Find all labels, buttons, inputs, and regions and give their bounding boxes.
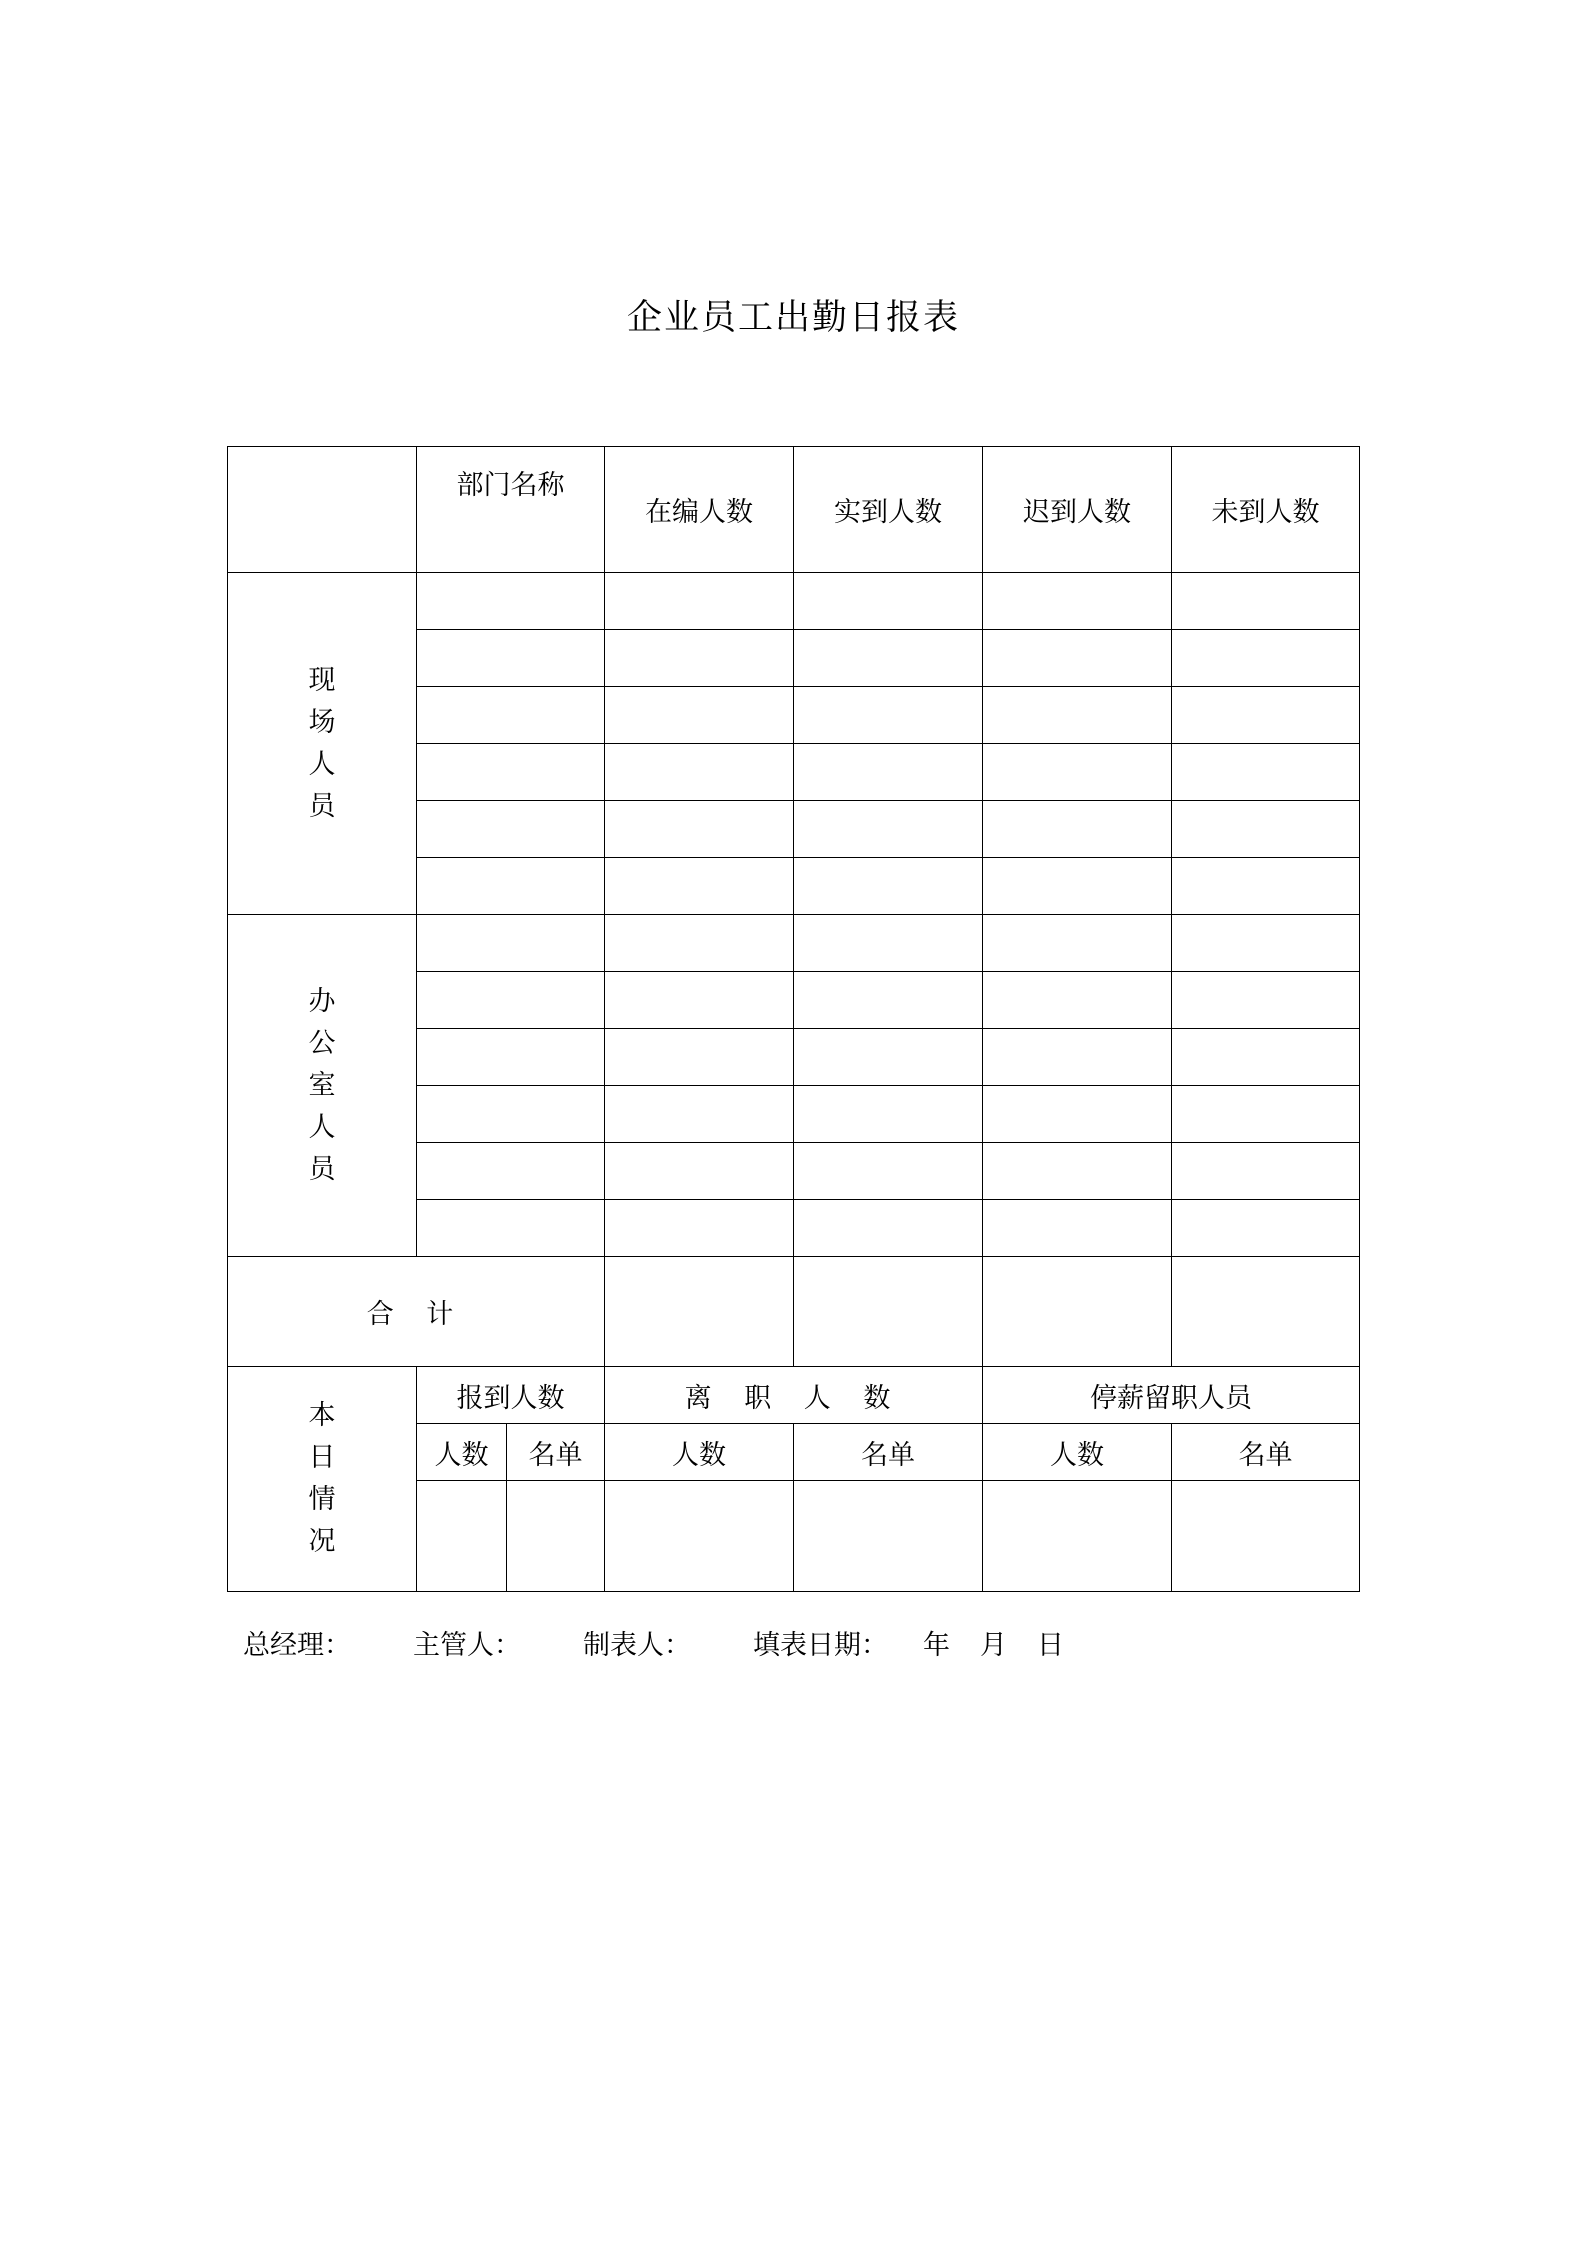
input-cell[interactable]: [983, 573, 1172, 630]
input-cell[interactable]: [1172, 744, 1360, 801]
input-cell[interactable]: [605, 573, 794, 630]
attendance-table: [227, 446, 1360, 1592]
input-cell[interactable]: [794, 1029, 983, 1086]
input-cell[interactable]: [983, 1200, 1172, 1257]
supervisor-label: 主管人：: [413, 1630, 521, 1661]
reported-count-header: 人数: [417, 1424, 507, 1481]
input-cell[interactable]: [605, 1086, 794, 1143]
input-cell[interactable]: [1172, 915, 1360, 972]
input-cell[interactable]: [794, 687, 983, 744]
input-cell[interactable]: [794, 972, 983, 1029]
input-cell[interactable]: [1172, 801, 1360, 858]
suspended-names-header: 名单: [1172, 1424, 1360, 1481]
year-label: 年: [923, 1630, 950, 1661]
input-cell[interactable]: [983, 1086, 1172, 1143]
input-cell[interactable]: [605, 1200, 794, 1257]
resigned-names-header: 名单: [794, 1424, 983, 1481]
total-row: [228, 1257, 1360, 1367]
header-present: 实到人数: [794, 447, 983, 573]
gm-label: 总经理：: [243, 1630, 351, 1661]
input-cell[interactable]: [794, 915, 983, 972]
input-cell[interactable]: [983, 972, 1172, 1029]
input-cell[interactable]: [1172, 1086, 1360, 1143]
input-cell[interactable]: [417, 687, 605, 744]
input-cell[interactable]: [507, 1481, 605, 1592]
day-label: 日: [1037, 1630, 1064, 1661]
input-cell[interactable]: [1172, 1143, 1360, 1200]
input-cell[interactable]: [983, 858, 1172, 915]
input-cell[interactable]: [1172, 1481, 1360, 1592]
input-cell[interactable]: [417, 573, 605, 630]
input-cell[interactable]: [794, 1481, 983, 1592]
input-cell[interactable]: [605, 687, 794, 744]
input-cell[interactable]: [794, 630, 983, 687]
input-cell[interactable]: [794, 801, 983, 858]
input-cell[interactable]: [605, 972, 794, 1029]
input-cell[interactable]: [605, 1481, 794, 1592]
input-cell[interactable]: [1172, 972, 1360, 1029]
input-cell[interactable]: [794, 858, 983, 915]
resigned-header: 离 职 人 数: [605, 1367, 983, 1424]
input-cell[interactable]: [794, 1143, 983, 1200]
header-dept-name: 部门名称: [417, 447, 605, 573]
input-cell[interactable]: [417, 1143, 605, 1200]
input-cell[interactable]: [794, 1257, 983, 1367]
input-cell[interactable]: [417, 915, 605, 972]
input-cell[interactable]: [983, 1029, 1172, 1086]
input-cell[interactable]: [417, 744, 605, 801]
input-cell[interactable]: [417, 972, 605, 1029]
input-cell[interactable]: [605, 1257, 794, 1367]
input-cell[interactable]: [417, 1029, 605, 1086]
input-cell[interactable]: [983, 1481, 1172, 1592]
corner-cell: [228, 447, 417, 573]
header-late: 迟到人数: [983, 447, 1172, 573]
input-cell[interactable]: [417, 1200, 605, 1257]
input-cell[interactable]: [794, 573, 983, 630]
input-cell[interactable]: [1172, 1200, 1360, 1257]
input-cell[interactable]: [417, 858, 605, 915]
input-cell[interactable]: [983, 744, 1172, 801]
month-label: 月: [980, 1630, 1007, 1661]
table-row: [228, 915, 1360, 972]
page-title: 企业员工出勤日报表: [626, 298, 960, 338]
table-row: [228, 573, 1360, 630]
input-cell[interactable]: [417, 630, 605, 687]
input-cell[interactable]: [605, 1143, 794, 1200]
input-cell[interactable]: [417, 1481, 507, 1592]
header-absent: 未到人数: [1172, 447, 1360, 573]
input-cell[interactable]: [1172, 1257, 1360, 1367]
reported-names-header: 名单: [507, 1424, 605, 1481]
input-cell[interactable]: [605, 801, 794, 858]
office-label: 办 公 室 人 员: [308, 985, 336, 1185]
input-cell[interactable]: [794, 1200, 983, 1257]
input-cell[interactable]: [983, 1257, 1172, 1367]
preparer-label: 制表人：: [583, 1630, 691, 1661]
input-cell[interactable]: [1172, 858, 1360, 915]
input-cell[interactable]: [1172, 630, 1360, 687]
input-cell[interactable]: [794, 744, 983, 801]
input-cell[interactable]: [983, 1143, 1172, 1200]
input-cell[interactable]: [983, 915, 1172, 972]
date-label: 填表日期：: [753, 1630, 888, 1661]
reported-header: 报到人数: [417, 1367, 605, 1424]
input-cell[interactable]: [605, 744, 794, 801]
input-cell[interactable]: [605, 915, 794, 972]
input-cell[interactable]: [983, 630, 1172, 687]
suspended-count-header: 人数: [983, 1424, 1172, 1481]
input-cell[interactable]: [417, 1086, 605, 1143]
input-cell[interactable]: [983, 801, 1172, 858]
input-cell[interactable]: [794, 1086, 983, 1143]
input-cell[interactable]: [417, 801, 605, 858]
today-label-cell: [228, 1367, 417, 1592]
office-label-cell: [228, 915, 417, 1257]
input-cell[interactable]: [605, 858, 794, 915]
input-cell[interactable]: [1172, 1029, 1360, 1086]
input-cell[interactable]: [983, 687, 1172, 744]
input-cell[interactable]: [1172, 687, 1360, 744]
resigned-count-header: 人数: [605, 1424, 794, 1481]
total-label: 合 计: [228, 1257, 605, 1367]
onsite-label-cell: [228, 573, 417, 915]
suspended-header: 停薪留职人员: [983, 1367, 1360, 1424]
header-enrolled: 在编人数: [605, 447, 794, 573]
input-cell[interactable]: [605, 1029, 794, 1086]
today-header-row: [228, 1367, 1360, 1424]
header-row: [228, 447, 1360, 573]
today-label: 本 日 情 况: [308, 1400, 336, 1557]
signature-line: [243, 1623, 1064, 1662]
onsite-label: 现 场 人 员: [308, 664, 336, 822]
input-cell[interactable]: [1172, 573, 1360, 630]
input-cell[interactable]: [605, 630, 794, 687]
